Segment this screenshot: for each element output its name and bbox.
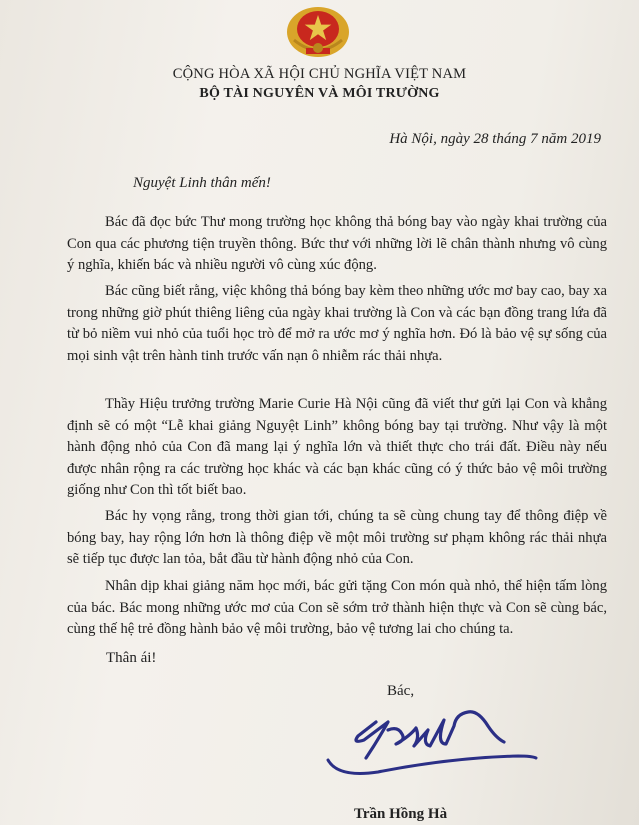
paragraph-4: Bác hy vọng rằng, trong thời gian tới, chúng ta sẽ cùng chung tay để thông điệp về bóng bay, hay rộng lớn hơn là thông điệp về một môi trường sư phạm không rác thải nhựa sẽ tiếp tục được lan tỏa, bắt đầu từ hành động nhỏ của Con. bbox=[67, 508, 607, 567]
paragraph-5: Nhân dịp khai giảng năm học mới, bác gửi tặng Con món quà nhỏ, thể hiện tấm lòng của bác. Bác mong những ước mơ của Con sẽ sớm trở thành hiện thực và Con sẽ cùng bác, cùng thế hệ trẻ đồng hành bảo vệ môi trường, bảo vệ tương lai cho chúng ta. bbox=[67, 578, 607, 637]
letter-date: Hà Nội, ngày 28 tháng 7 năm 2019 bbox=[389, 131, 601, 147]
national-emblem-icon bbox=[282, 2, 354, 58]
salutation: Nguyệt Linh thân mến! bbox=[133, 175, 271, 191]
ministry-header: BỘ TÀI NGUYÊN VÀ MÔI TRƯỜNG bbox=[199, 86, 440, 101]
paragraph-2: Bác cũng biết rằng, việc không thả bóng bay kèm theo những ước mơ bay cao, bay xa trong những giờ phút thiêng liêng của ngày khai trường là Con và các bạn đồng trang lứa đã từ bỏ niềm vui nhỏ của tuổi học trò để mở ra ước mơ ý nghĩa hơn. Đó là bảo vệ sự sống của mọi sinh vật trên hành tinh trước vấn nạn ô nhiễm rác thải nhựa. bbox=[67, 283, 607, 364]
country-header: CỘNG HÒA XÃ HỘI CHỦ NGHĨA VIỆT NAM bbox=[172, 66, 467, 82]
sign-off: Bác, bbox=[387, 683, 415, 699]
handwritten-signature bbox=[318, 700, 543, 790]
signer-name: Trần Hồng Hà bbox=[354, 806, 448, 822]
paragraph-3: Thầy Hiệu trưởng trường Marie Curie Hà Nội cũng đã viết thư gửi lại Con và khẳng định sẽ có một “Lễ khai giảng Nguyệt Linh” không bóng bay tại trường. Như vậy là một hành động nhỏ của Con đã mang lại ý nghĩa lớn và thiết thực cho trái đất. Điều này nếu được nhân rộng ra các trường học khác và các bạn khác cũng có ý thức bảo vệ môi trường giống như Con thì tốt biết bao. bbox=[67, 396, 607, 498]
closing: Thân ái! bbox=[106, 650, 157, 666]
paragraph-1: Bác đã đọc bức Thư mong trường học không thả bóng bay vào ngày khai trường của Con qua các phương tiện truyền thông. Bức thư với những lời lẽ chân thành nhưng vô cùng ý nghĩa, khiến bác và nhiều người vô cùng xúc động. bbox=[67, 214, 607, 273]
